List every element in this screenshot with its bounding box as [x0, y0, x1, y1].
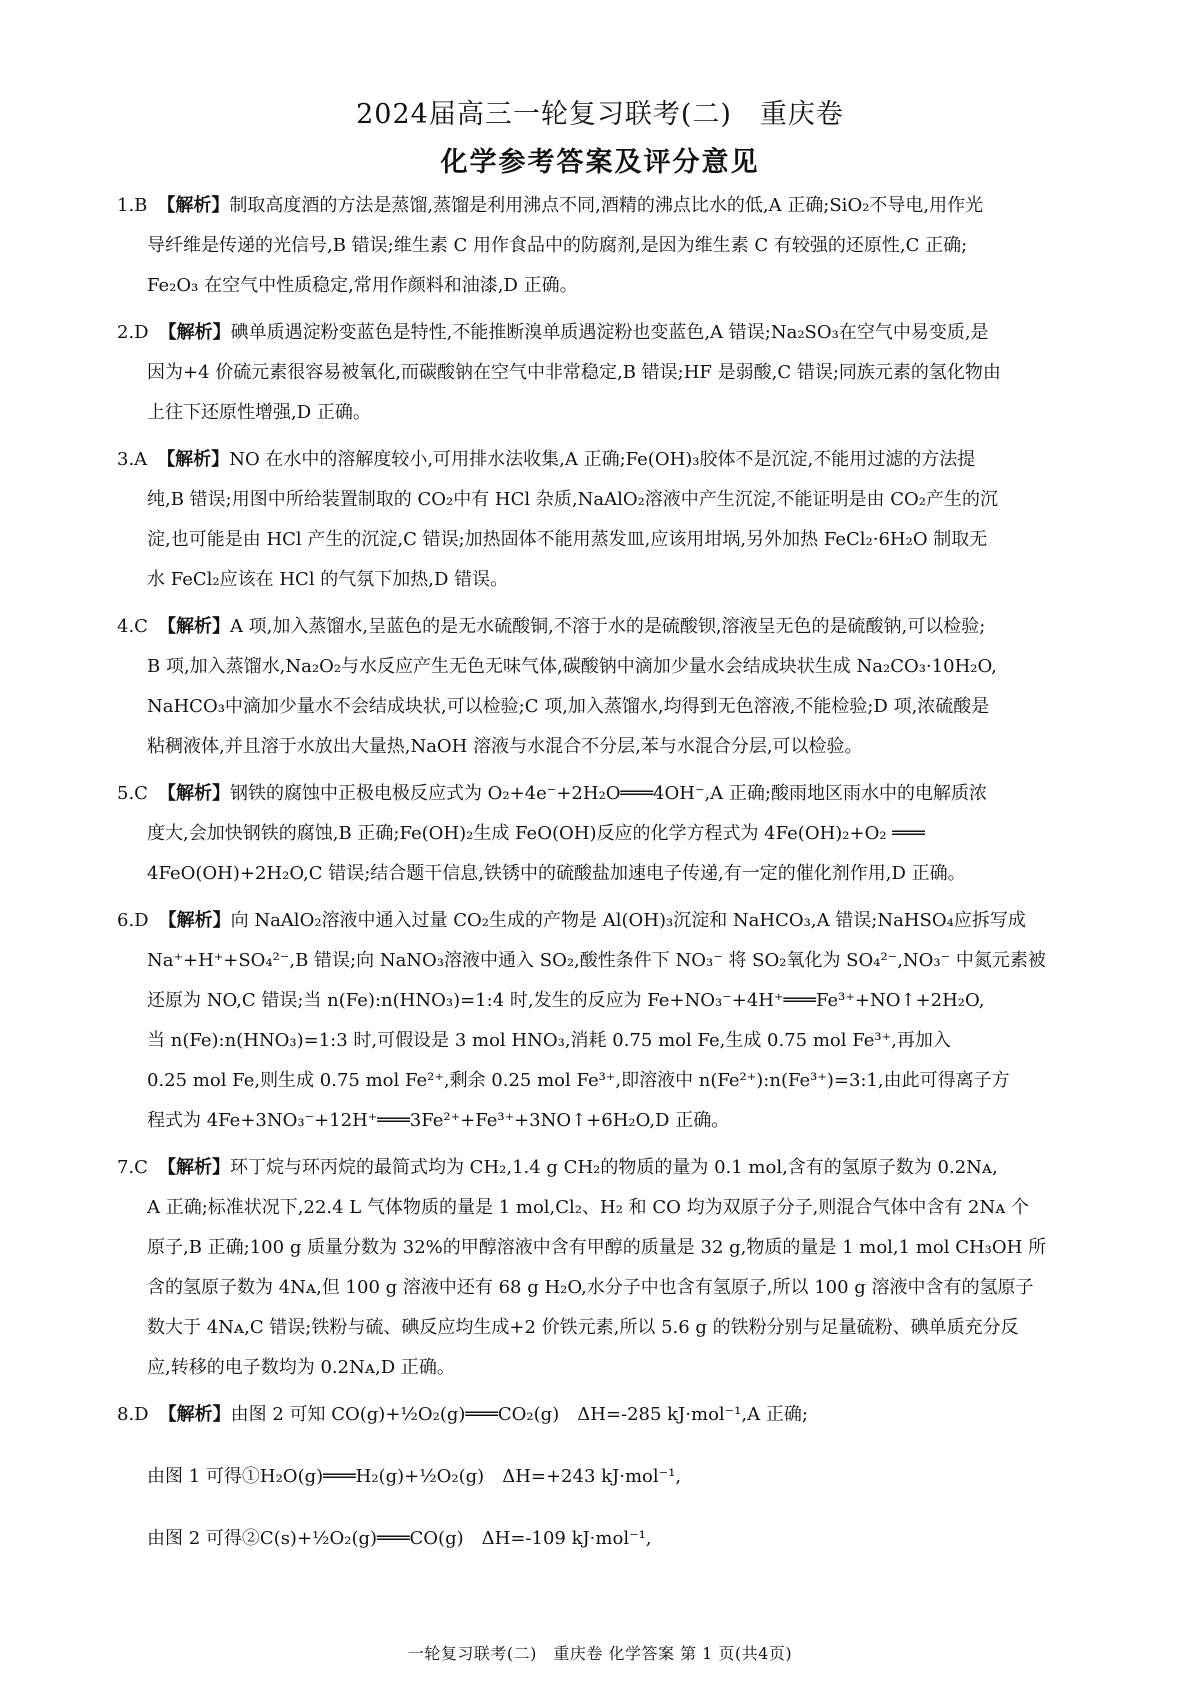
- answer-item: [117, 313, 1102, 433]
- answer-text-line: 纯,B 错误;用图中所给装置制取的 CO₂中有 HCl 杂质,NaAlO₂溶液中产生沉淀,不能证明是由 CO₂产生的沉: [147, 489, 998, 510]
- answer-text-line: 钢铁的腐蚀中正极电极反应式为 O₂+4e⁻+2H₂O═══4OH⁻,A 正确;酸雨地区雨水中的电解质浓: [229, 783, 987, 804]
- answer-item: [117, 1395, 1102, 1435]
- answer-number: 8.D: [117, 1404, 149, 1425]
- analysis-label: 【解析】: [157, 195, 230, 216]
- answer-text-line: 环丁烷与环丙烷的最简式均为 CH₂,1.4 g CH₂的物质的量为 0.1 mol,含有的氢原子数为 0.2Nᴀ,: [229, 1157, 998, 1178]
- analysis-label: 【解析】: [158, 322, 231, 343]
- answer-item: [117, 1148, 1102, 1388]
- analysis-label: 【解析】: [158, 910, 231, 931]
- answer-text-line: 向 NaAlO₂溶液中通入过量 CO₂生成的产物是 Al(OH)₃沉淀和 NaHCO₃,A 错误;NaHSO₄应拆写成: [230, 910, 1026, 931]
- answer-number: 6.D: [117, 910, 149, 931]
- answer-text-line: NaHCO₃中滴加少量水不会结成块状,可以检验;C 项,加入蒸馏水,均得到无色溶液,不能检验;D 项,浓硫酸是: [147, 696, 990, 717]
- equation-2: 由图 2 可得②C(s)+½O₂(g)═══CO(g) ΔH=-109 kJ·mol⁻¹,: [147, 1528, 652, 1549]
- answer-number: 5.C: [117, 783, 148, 804]
- answer-item: [117, 440, 1102, 600]
- answer-text-line: B 项,加入蒸馏水,Na₂O₂与水反应产生无色无味气体,碳酸钠中滴加少量水会结成块状生成 Na₂CO₃·10H₂O,: [147, 656, 997, 677]
- answer-text-line: 度大,会加快钢铁的腐蚀,B 正确;Fe(OH)₂生成 FeO(OH)反应的化学方程式为 4Fe(OH)₂+O₂ ═══: [147, 823, 925, 844]
- analysis-label: 【解析】: [157, 1157, 230, 1178]
- answer-text-line: 当 n(Fe):n(HNO₃)=1:3 时,可假设是 3 mol HNO₃,消耗 0.75 mol Fe,生成 0.75 mol Fe³⁺,再加入: [147, 1030, 951, 1051]
- answer-text-line: NO 在水中的溶解度较小,可用排水法收集,A 正确;Fe(OH)₃胶体不是沉淀,不能用过滤的方法提: [229, 449, 976, 470]
- answer-number: 4.C: [117, 616, 148, 637]
- answer-text-line: A 正确;标准状况下,22.4 L 气体物质的量是 1 mol,Cl₂、H₂ 和 CO 均为双原子分子,则混合气体中含有 2Nᴀ 个: [147, 1197, 1030, 1218]
- answer-text-line: 粘稠液体,并且溶于水放出大量热,NaOH 溶液与水混合不分层,苯与水混合分层,可以检验。: [147, 736, 863, 757]
- answer-number: 1.B: [117, 195, 148, 216]
- answer-text-line: 原子,B 正确;100 g 质量分数为 32%的甲醇溶液中含有甲醇的质量是 32 g,物质的量是 1 mol,1 mol CH₃OH 所: [147, 1237, 1047, 1258]
- answer-text-line: 程式为 4Fe+3NO₃⁻+12H⁺═══3Fe²⁺+Fe³⁺+3NO↑+6H₂O,D 正确。: [147, 1110, 730, 1131]
- answer-text-line: 因为+4 价硫元素很容易被氧化,而碳酸钠在空气中非常稳定,B 错误;HF 是弱酸,C 错误;同族元素的氢化物由: [147, 362, 1001, 383]
- equation-1: 由图 1 可得①H₂O(g)═══H₂(g)+½O₂(g) ΔH=+243 kJ·mol⁻¹,: [147, 1466, 682, 1487]
- answer-text-line: Na⁺+H⁺+SO₄²⁻,B 错误;向 NaNO₃溶液中通入 SO₂,酸性条件下 NO₃⁻ 将 SO₂氧化为 SO₄²⁻,NO₃⁻ 中氮元素被: [147, 950, 1046, 971]
- answer-text-line: 制取高度酒的方法是蒸馏,蒸馏是利用沸点不同,酒精的沸点比水的低,A 正确;SiO₂不导电,用作光: [229, 195, 984, 216]
- page-subtitle: 化学参考答案及评分意见: [440, 147, 760, 178]
- answer-text-line: 0.25 mol Fe,则生成 0.75 mol Fe²⁺,剩余 0.25 mol Fe³⁺,即溶液中 n(Fe²⁺):n(Fe³⁺)=3:1,由此可得离子方: [147, 1070, 1010, 1091]
- answer-text-line: 导纤维是传递的光信号,B 错误;维生素 C 用作食品中的防腐剂,是因为维生素 C 有较强的还原性,C 正确;: [147, 235, 968, 256]
- answer-text-line: 淀,也可能是由 HCl 产生的沉淀,C 错误;加热固体不能用蒸发皿,应该用坩埚,另外加热 FeCl₂·6H₂O 制取无: [147, 529, 988, 550]
- answer-text-line: 还原为 NO,C 错误;当 n(Fe):n(HNO₃)=1:4 时,发生的反应为 Fe+NO₃⁻+4H⁺═══Fe³⁺+NO↑+2H₂O,: [147, 990, 985, 1011]
- analysis-label: 【解析】: [157, 449, 230, 470]
- answer-item: [117, 774, 1102, 894]
- analysis-label: 【解析】: [158, 1404, 231, 1425]
- answer-text-line: 含的氢原子数为 4Nᴀ,但 100 g 溶液中还有 68 g H₂O,水分子中也含有氢原子,所以 100 g 溶液中含有的氢原子: [147, 1277, 1034, 1298]
- answer-number: 2.D: [117, 322, 149, 343]
- answer-text-line: Fe₂O₃ 在空气中性质稳定,常用作颜料和油漆,D 正确。: [147, 275, 578, 296]
- analysis-label: 【解析】: [157, 616, 230, 637]
- answer-item: [117, 186, 1102, 306]
- answer-text-line: 4FeO(OH)+2H₂O,C 错误;结合题干信息,铁锈中的硫酸盐加速电子传递,有一定的催化剂作用,D 正确。: [147, 863, 966, 884]
- answer-text-line: 水 FeCl₂应该在 HCl 的气氛下加热,D 错误。: [147, 569, 509, 590]
- analysis-label: 【解析】: [157, 783, 230, 804]
- answer-text-line: 应,转移的电子数均为 0.2Nᴀ,D 正确。: [147, 1357, 455, 1378]
- answer-number: 7.C: [117, 1157, 148, 1178]
- answer-item: [117, 901, 1102, 1141]
- answer-text-line: 由图 2 可知 CO(g)+½O₂(g)═══CO₂(g) ΔH=-285 kJ·mol⁻¹,A 正确;: [230, 1404, 808, 1425]
- answer-text-line: A 项,加入蒸馏水,呈蓝色的是无水硫酸铜,不溶于水的是硫酸钡,溶液呈无色的是硫酸钠,可以检验;: [229, 616, 986, 637]
- answer-text-line: 碘单质遇淀粉变蓝色是特性,不能推断溴单质遇淀粉也变蓝色,A 错误;Na₂SO₃在空气中易变质,是: [230, 322, 989, 343]
- answer-text-line: 上往下还原性增强,D 正确。: [147, 402, 371, 423]
- answer-item: [117, 607, 1102, 767]
- answer-text-line: 数大于 4Nᴀ,C 错误;铁粉与硫、碘反应均生成+2 价铁元素,所以 5.6 g 的铁粉分别与足量硫粉、碘单质充分反: [147, 1317, 1019, 1338]
- answer-number: 3.A: [117, 449, 148, 470]
- page-footer: 一轮复习联考(二) 重庆卷 化学答案 第 1 页(共4页): [407, 1644, 793, 1663]
- page-title: 2024届高三一轮复习联考(二) 重庆卷: [356, 99, 844, 130]
- answer-list: [117, 186, 1102, 1559]
